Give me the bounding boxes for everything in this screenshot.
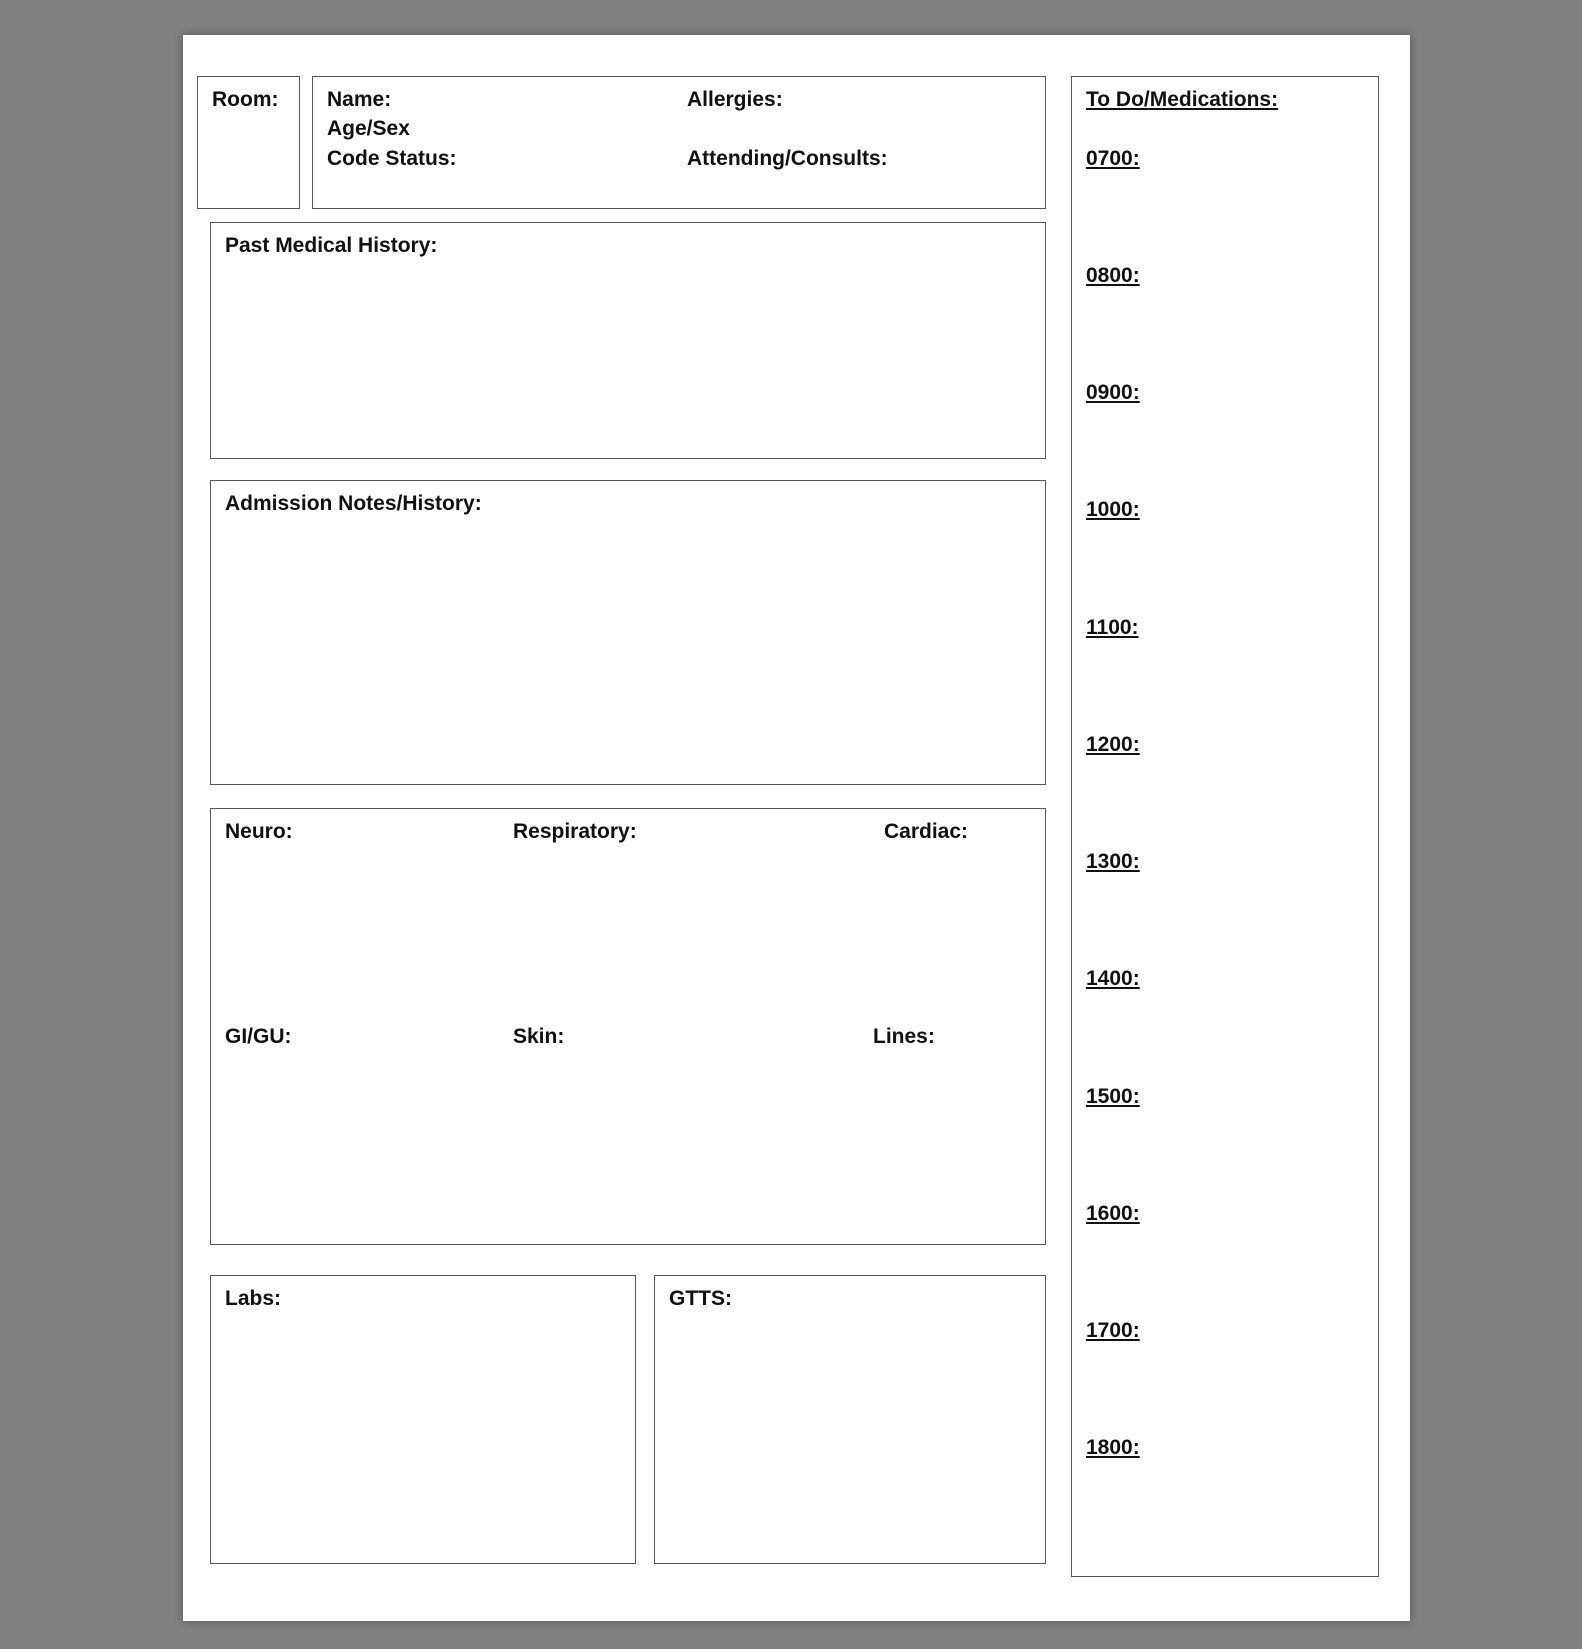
code-status-label: Code Status: — [327, 147, 457, 170]
admission-notes-box — [210, 480, 1046, 785]
neuro-label: Neuro: — [225, 820, 293, 843]
lines-label: Lines: — [873, 1025, 935, 1048]
labs-label: Labs: — [225, 1287, 282, 1310]
time-slot-1200: 1200: — [1086, 733, 1140, 756]
todo-medications-title: To Do/Medications: — [1086, 88, 1279, 111]
time-slot-1100: 1100: — [1086, 616, 1139, 639]
gi-gu-label: GI/GU: — [225, 1025, 292, 1048]
time-slot-1400: 1400: — [1086, 967, 1140, 990]
room-label: Room: — [212, 88, 279, 111]
allergies-label: Allergies: — [687, 88, 783, 111]
time-slot-0900: 0900: — [1086, 381, 1140, 404]
name-label: Name: — [327, 88, 392, 111]
gtts-label: GTTS: — [669, 1287, 732, 1310]
time-slot-1800: 1800: — [1086, 1436, 1140, 1459]
time-slot-0800: 0800: — [1086, 264, 1140, 287]
time-slot-1300: 1300: — [1086, 850, 1140, 873]
systems-assessment-box — [210, 808, 1046, 1245]
respiratory-label: Respiratory: — [513, 820, 637, 843]
time-slot-1000: 1000: — [1086, 498, 1140, 521]
age-sex-label: Age/Sex — [327, 117, 410, 140]
past-medical-history-label: Past Medical History: — [225, 234, 438, 257]
report-sheet-page — [183, 35, 1410, 1621]
time-slot-0700: 0700: — [1086, 147, 1140, 170]
time-slot-1600: 1600: — [1086, 1202, 1140, 1225]
past-medical-history-box — [210, 222, 1046, 459]
gtts-box — [654, 1275, 1046, 1564]
time-slot-1700: 1700: — [1086, 1319, 1140, 1342]
skin-label: Skin: — [513, 1025, 565, 1048]
labs-box — [210, 1275, 636, 1564]
room-box — [197, 76, 300, 209]
patient-info-box — [312, 76, 1046, 209]
todo-medications-box — [1071, 76, 1379, 1577]
time-slot-1500: 1500: — [1086, 1085, 1140, 1108]
cardiac-label: Cardiac: — [884, 820, 969, 843]
attending-consults-label: Attending/Consults: — [687, 147, 888, 170]
admission-notes-label: Admission Notes/History: — [225, 492, 482, 515]
